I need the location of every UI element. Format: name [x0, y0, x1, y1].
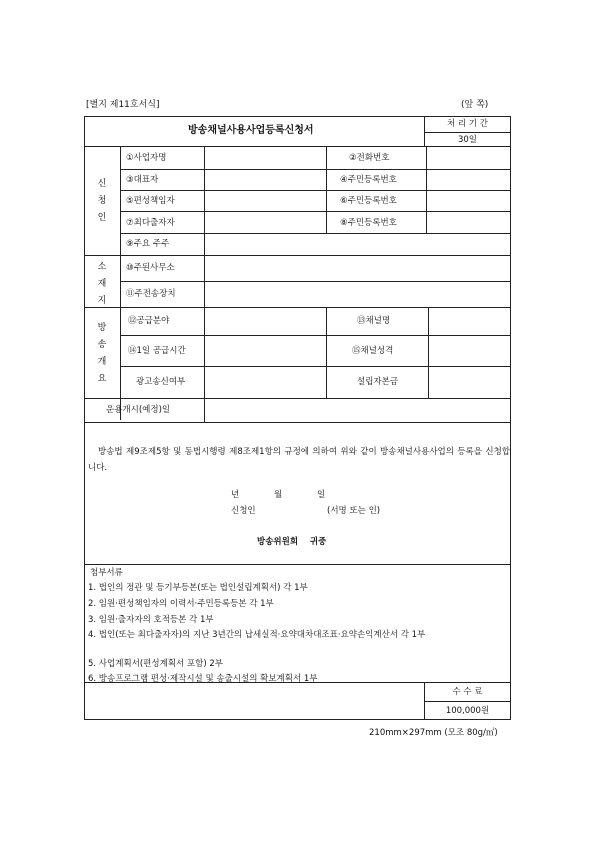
signature-note: (서명 또는 인)	[327, 506, 381, 516]
supply-field-label: ⑫공급분야	[128, 316, 170, 326]
ad-transmission-label: 광고송신여부	[136, 377, 186, 387]
investor-rrn-label: ⑧주민등록번호	[340, 218, 397, 228]
form-number: [별지 제11호서식]	[86, 100, 160, 110]
paper-spec: 210mm×297mm (모조 80g/㎡)	[369, 728, 498, 738]
manager-rrn-field[interactable]	[428, 192, 509, 210]
signature-label: 신청인	[231, 506, 256, 516]
daily-hours-label: ⑭1일 공급시간	[128, 346, 186, 356]
equity-field[interactable]	[430, 372, 509, 390]
processing-period-label: 처 리 기 간	[447, 119, 488, 129]
page-side: (앞 쪽)	[461, 100, 489, 110]
transmission-device-field[interactable]	[206, 285, 509, 303]
month-label: 월	[274, 490, 283, 500]
attachment-item: 2. 임원·편성책임자의 이력서·주민등록등본 각 1부	[88, 599, 274, 609]
phone-field[interactable]	[428, 148, 509, 166]
major-shareholder-field[interactable]	[206, 235, 509, 253]
attachments-title: 첨부서류	[90, 568, 123, 578]
form-title: 방송채널사용사업등록신청서	[188, 125, 314, 136]
main-office-field[interactable]	[206, 259, 509, 277]
channel-nature-label: ⑮채널성격	[352, 346, 394, 356]
channel-nature-field[interactable]	[430, 341, 509, 359]
representative-field[interactable]	[206, 171, 324, 189]
attachment-item: 4. 법인(또는 최다출자자)의 지난 3년간의 납세실적·요약대차대조표·요약손익계산서 각 1부	[88, 630, 426, 640]
largest-investor-label: ⑦최다출자자	[126, 218, 175, 228]
representative-rrn-label: ④주민등록번호	[340, 175, 397, 185]
channel-name-field[interactable]	[430, 311, 509, 329]
major-shareholder-label: ⑨주요 주주	[126, 239, 170, 249]
transmission-device-label: ⑪주전송장치	[126, 289, 176, 299]
recipient: 방송위원회 귀중	[257, 537, 327, 547]
operation-start-field[interactable]	[206, 402, 509, 420]
applicant-section-label: 신 청 인	[97, 179, 107, 223]
ad-transmission-field[interactable]	[206, 372, 324, 390]
equity-label: 설립자본금	[357, 377, 399, 387]
fee-label: 수 수 료	[452, 687, 483, 697]
signature-field[interactable]	[262, 502, 324, 520]
processing-period-value: 30일	[457, 135, 478, 145]
investor-rrn-field[interactable]	[428, 213, 509, 231]
operation-start-label: 운용개시(예정)일	[106, 405, 171, 415]
supply-field-input[interactable]	[206, 311, 324, 329]
programming-manager-label: ⑤편성책임자	[126, 196, 175, 206]
attachment-item: 3. 임원·출자자의 호적등본 각 1부	[88, 615, 214, 625]
attachment-item: 5. 사업계획서(편성계획서 포함) 2부	[88, 659, 224, 669]
main-office-label: ⑩주된사무소	[126, 263, 175, 273]
day-label: 일	[317, 490, 326, 500]
location-section-label: 소 재 지	[97, 262, 107, 306]
phone-label: ②전화번호	[349, 153, 390, 163]
fee-value: 100,000원	[445, 706, 490, 716]
representative-rrn-field[interactable]	[428, 171, 509, 189]
business-name-field[interactable]	[206, 148, 324, 166]
attachment-item: 1. 법인의 정관 및 등기부등본(또는 법인설립계획서) 각 1부	[88, 583, 308, 593]
application-statement: 방송법 제9조제5항 및 동법시행령 제8조제1항의 규정에 의하여 위와 같이 방송채널사용사업의 등록을 신청합니다.	[88, 447, 510, 473]
representative-label: ③대표자	[126, 175, 159, 185]
programming-manager-field[interactable]	[206, 192, 324, 210]
daily-hours-field[interactable]	[206, 341, 324, 359]
broadcast-section-label: 방 송 개 요	[97, 323, 107, 384]
channel-name-label: ⑬채널명	[357, 316, 391, 326]
largest-investor-field[interactable]	[206, 213, 324, 231]
business-name-label: ①사업자명	[126, 153, 167, 163]
year-label: 년	[231, 490, 240, 500]
manager-rrn-label: ⑥주민등록번호	[340, 196, 397, 206]
attachment-item: 6. 방송프로그램 편성·제작시설 및 송출시설의 확보계획서 1부	[88, 674, 318, 682]
